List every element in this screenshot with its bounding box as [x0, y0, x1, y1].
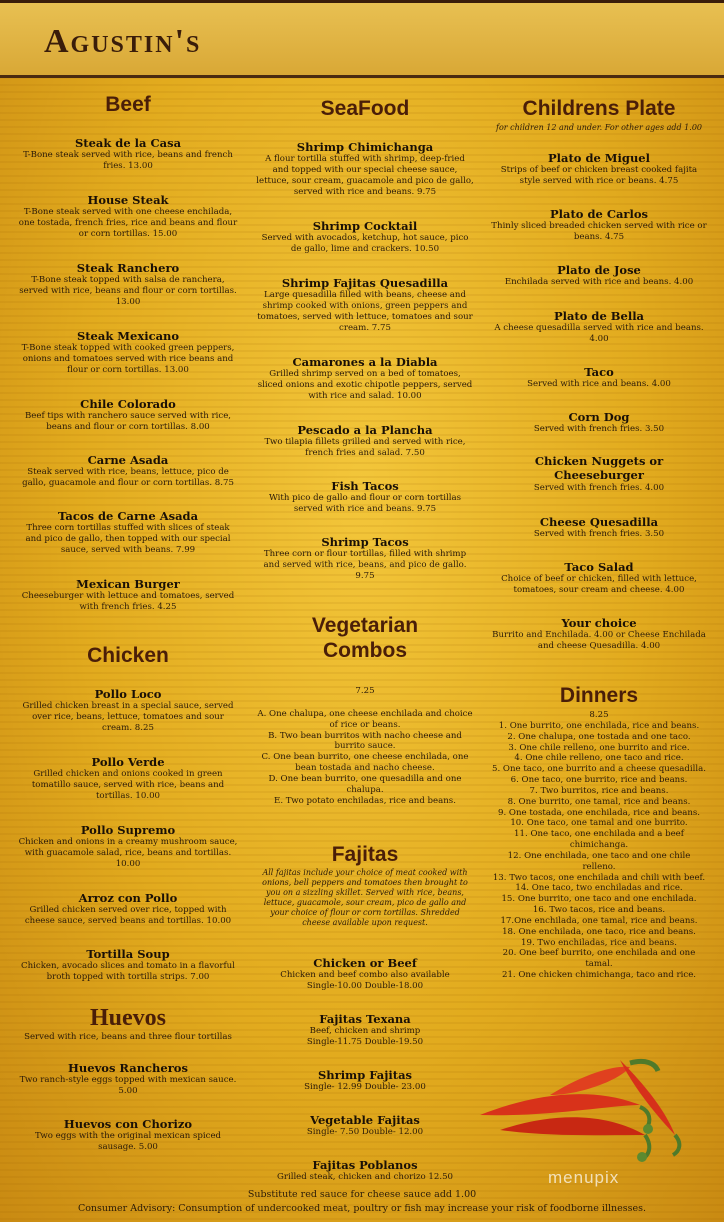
list-item: 16. Two tacos, rice and beans.	[532, 905, 666, 916]
item-name: Corn Dog	[568, 410, 630, 424]
list-item: 6. One taco, one burrito, rice and beans.	[510, 775, 688, 786]
item-name: Carne Asada	[87, 453, 169, 467]
item-name: Shrimp Tacos	[321, 535, 409, 549]
children-heading: Childrens Plate	[522, 97, 676, 120]
item-desc: Large quesadilla filled with beans, cheese and shrimp cooked with onions, green peppers and tomatoes, served with lettuce, tomatoes and sour cream. 7.75	[257, 290, 473, 334]
item-name: Shrimp Fajitas	[317, 1068, 413, 1082]
item-name: Taco Salad	[564, 560, 634, 574]
item-name: Steak de la Casa	[74, 136, 182, 150]
list-item: C. One bean burrito, one cheese enchilada, one bean tostada and nacho cheese.	[261, 752, 469, 774]
menu-item	[256, 355, 474, 402]
item-name: Chile Colorado	[80, 397, 176, 411]
item-name: Shrimp Fajitas Quesadilla	[281, 276, 449, 290]
item-desc: Served with rice and beans. 4.00	[527, 379, 671, 390]
chicken-heading: Chicken	[87, 644, 169, 667]
list-item: 20. One beef burrito, one enchilada and one tamal.	[502, 948, 696, 970]
huevos-heading: Huevos	[89, 1005, 166, 1031]
list-item: A. One chalupa, one cheese enchilada and choice of rice or beans.	[257, 709, 473, 730]
fajitas-heading: Fajitas	[331, 843, 399, 866]
list-item: 3. One chile relleno, one burrito and rice.	[508, 742, 690, 753]
item-desc: Two tilapia fillets grilled and served with rice, french fries and salad. 7.50	[264, 437, 466, 459]
list-item: 15. One burrito, one taco and one enchilada.	[501, 894, 697, 905]
item-desc: Thinly sliced breaded chicken served with rice or beans. 4.75	[491, 221, 707, 243]
menu-item	[256, 1012, 474, 1048]
menu-item	[18, 193, 238, 240]
menupix-watermark: menupix	[548, 1168, 620, 1187]
item-desc: Chicken, avocado slices and tomato in a flavorful broth topped with tortilla strips. 7.00	[21, 961, 235, 983]
item-name: Arroz con Pollo	[78, 891, 178, 905]
menu-item	[490, 207, 708, 243]
item-desc: Choice of beef or chicken, filled with lettuce, tomatoes, sour cream and cheese. 4.00	[501, 574, 697, 596]
item-name: Tortilla Soup	[86, 947, 170, 961]
huevos-intro: Served with rice, beans and three flour tortillas	[24, 1032, 232, 1042]
menu-item	[18, 397, 238, 433]
list-item: 2. One chalupa, one tostada and one taco.	[507, 731, 691, 742]
list-item: 1. One burrito, one enchilada, rice and beans.	[498, 721, 700, 731]
item-desc: Grilled steak, chicken and chorizo 12.50	[276, 1172, 454, 1183]
item-name: Steak Mexicano	[76, 329, 180, 343]
menu-item	[18, 453, 238, 489]
item-desc: T-Bone steak served with one cheese enchilada, one tostada, french fries, rice and beans and flour or corn tortillas. 15.00	[18, 207, 238, 240]
item-name: Fajitas Poblanos	[312, 1158, 418, 1172]
list-item: 19. Two enchiladas, rice and beans.	[521, 937, 677, 948]
chili-pepper-icon	[470, 1055, 710, 1165]
menu-item	[256, 423, 474, 459]
item-desc: Grilled shrimp served on a bed of tomatoes, sliced onions and exotic chipotle peppers, served with rice and salad. 10.00	[257, 369, 473, 402]
list-item: 10. One taco, one tamal and one burrito.	[510, 818, 688, 829]
item-desc: Served with avocados, ketchup, hot sauce, pico de gallo, lime and crackers. 10.50	[261, 233, 469, 255]
menu-item	[18, 329, 238, 376]
item-desc: Two ranch-style eggs topped with mexican sauce. 5.00	[19, 1075, 237, 1097]
item-desc: T-Bone steak served with rice, beans and french fries. 13.00	[23, 150, 233, 172]
item-desc: Three corn or flour tortillas, filled with shrimp and served with rice, beans, and pico de gallo. 9.75	[263, 549, 467, 582]
children-note: for children 12 and under. For other ages add 1.00	[496, 123, 702, 132]
item-price: Single-10.00 Double-18.00	[306, 981, 424, 992]
list-item: 5. One taco, one burrito and a cheese quesadilla.	[492, 764, 706, 775]
menu-item	[256, 479, 474, 515]
menu-item	[18, 823, 238, 870]
menu-item	[490, 410, 708, 435]
item-name: Plato de Miguel	[547, 151, 650, 165]
item-desc: Chicken and beef combo also available	[280, 970, 450, 981]
menu-item	[490, 309, 708, 345]
menu-item	[490, 616, 708, 652]
vegetarian-heading-line1: Vegetarian	[311, 614, 419, 637]
list-item: 18. One enchilada, one taco, rice and beans.	[502, 926, 696, 937]
item-desc: Beef, chicken and shrimp	[309, 1026, 421, 1037]
vegetarian-heading	[256, 613, 474, 663]
item-name: Tacos de Carne Asada	[57, 509, 199, 523]
item-name: Taco	[584, 365, 614, 379]
dinners-list	[490, 721, 708, 981]
item-name: House Steak	[87, 193, 169, 207]
item-name: Chicken or Beef	[313, 956, 417, 970]
item-desc: Three corn tortillas stuffed with slices of steak and pico de gallo, then topped with our special sauce, served with beans. 7.99	[25, 523, 231, 556]
menu-item	[18, 687, 238, 734]
item-desc: Grilled chicken breast in a special sauce, served over rice, beans, lettuce, tomatoes and sour cream. 8.25	[22, 701, 234, 734]
item-name: Huevos Rancheros	[68, 1061, 188, 1075]
item-name: Plato de Bella	[553, 309, 645, 323]
item-name: Camarones a la Diabla	[292, 355, 438, 369]
menu-item	[18, 1117, 238, 1153]
menu-item	[18, 577, 238, 613]
item-name: Chicken Nuggets or Cheeseburger	[534, 454, 664, 483]
fajitas-note: All fajitas include your choice of meat cooked with onions, bell peppers and tomatoes then brought to you on a sizzling skillet. Served with rice, beans, lettuce, guacamole, sour cream, pico de gallo and your choice of flour or corn tortillas. Shredded cheese available upon request.	[262, 868, 468, 927]
item-desc: Chicken and onions in a creamy mushroom sauce, with guacamole salad, rice, beans and tortillas. 10.00	[18, 837, 238, 870]
item-desc: Burrito and Enchilada. 4.00 or Cheese Enchilada and cheese Quesadilla. 4.00	[492, 630, 706, 652]
item-name: Pollo Supremo	[80, 823, 176, 837]
menu-item	[490, 515, 708, 540]
menu-item	[256, 219, 474, 255]
list-item: 4. One chile relleno, one taco and rice.	[514, 753, 684, 764]
beef-heading: Beef	[105, 93, 151, 116]
item-name: Plato de Carlos	[550, 207, 648, 221]
item-desc: Steak served with rice, beans, lettuce, pico de gallo, guacamole and flour or corn tortillas. 8.75	[22, 467, 234, 489]
menu-item	[256, 535, 474, 582]
item-desc: A cheese quesadilla served with rice and beans. 4.00	[494, 323, 704, 345]
item-name: Pollo Verde	[91, 755, 165, 769]
vegetarian-list	[256, 709, 474, 806]
item-price: Single- 7.50 Double- 12.00	[306, 1127, 424, 1138]
item-desc: Cheeseburger with lettuce and tomatoes, served with french fries. 4.25	[21, 591, 235, 613]
list-item: D. One bean burrito, one quesadilla and one chalupa.	[268, 773, 462, 795]
chili-peppers-image	[470, 1055, 710, 1165]
item-price: Single-11.75 Double-19.50	[306, 1037, 424, 1048]
list-item: 7. Two burritos, rice and beans.	[529, 785, 669, 796]
menu-item	[18, 755, 238, 802]
list-item: 11. One taco, one enchilada and a beef chimichanga.	[514, 829, 684, 851]
item-desc: Served with french fries. 3.50	[533, 529, 665, 540]
item-desc: Strips of beef or chicken breast cooked fajita style served with rice or beans. 4.75	[500, 165, 698, 187]
list-item: 17.One enchilada, one tamal, rice and beans.	[500, 915, 698, 926]
item-name: Mexican Burger	[76, 577, 180, 591]
item-desc: Grilled chicken and onions cooked in green tomatillo sauce, served with rice, beans and tortillas. 10.00	[31, 769, 225, 802]
list-item: E. Two potato enchiladas, rice and beans.	[274, 795, 456, 806]
menu-item	[256, 1068, 474, 1093]
menu-item	[490, 151, 708, 187]
menu-item	[256, 140, 474, 198]
item-desc: With pico de gallo and flour or corn tortillas served with rice and beans. 9.75	[269, 493, 461, 515]
menu-item	[256, 956, 474, 992]
item-desc: Grilled chicken served over rice, topped with cheese sauce, served beans and tortillas. 10.00	[24, 905, 232, 927]
menu-header	[0, 0, 724, 78]
list-item: B. Two bean burritos with nacho cheese and burrito sauce.	[268, 730, 462, 752]
menu-item	[256, 1113, 474, 1138]
list-item: 8. One burrito, one tamal, rice and beans.	[507, 796, 691, 807]
item-name: Cheese Quesadilla	[539, 515, 659, 529]
menu-item	[18, 509, 238, 556]
substitute-note: Substitute red sauce for cheese sauce add 1.00	[247, 1189, 477, 1200]
vegetarian-heading-line2: Combos	[323, 639, 407, 663]
item-name: Steak Ranchero	[76, 261, 180, 275]
item-desc: Enchilada served with rice and beans. 4.00	[504, 277, 694, 288]
item-desc: A flour tortilla stuffed with shrimp, deep-fried and topped with our special cheese sauce, lettuce, sour cream, guacamole and pico de gallo, served with rice and beans. 9.75	[256, 154, 474, 198]
item-desc: T-Bone steak topped with cooked green peppers, onions and tomatoes served with rice beans and flour or corn tortillas. 13.00	[21, 343, 235, 376]
item-name: Pescado a la Plancha	[297, 423, 433, 437]
menu-item	[256, 1158, 474, 1183]
menu-item	[18, 136, 238, 172]
item-name: Huevos con Chorizo	[63, 1117, 193, 1131]
item-price: Single- 12.99 Double- 23.00	[304, 1082, 426, 1093]
item-desc: Served with french fries. 3.50	[533, 424, 665, 435]
dinners-price: 8.25	[589, 710, 609, 720]
item-desc: Beef tips with ranchero sauce served with rice, beans and flour or corn tortillas. 8.00	[24, 411, 232, 433]
restaurant-title: Agustin's	[44, 23, 202, 60]
seafood-heading: SeaFood	[320, 97, 410, 120]
menu-item	[490, 560, 708, 596]
menu-item	[490, 365, 708, 390]
item-name: Your choice	[561, 616, 637, 630]
item-name: Pollo Loco	[94, 687, 162, 701]
menu-item	[490, 263, 708, 288]
menu-item	[256, 276, 474, 334]
list-item: 21. One chicken chimichanga, taco and rice.	[501, 970, 697, 981]
list-item: 9. One tostada, one enchilada, rice and beans.	[498, 807, 700, 818]
consumer-advisory: Consumer Advisory: Consumption of undercooked meat, poultry or fish may increase your risk of foodborne illnesses.	[77, 1203, 647, 1214]
item-name: Fish Tacos	[331, 479, 399, 493]
menu-item	[490, 454, 708, 494]
item-name: Fajitas Texana	[319, 1012, 411, 1026]
menu-item	[18, 891, 238, 927]
item-name: Shrimp Chimichanga	[296, 140, 434, 154]
menu-item	[18, 1061, 238, 1097]
item-desc: T-Bone steak topped with salsa de ranchera, served with rice, beans and flour or corn tortillas. 13.00	[19, 275, 237, 308]
list-item: 14. One taco, two enchiladas and rice.	[515, 883, 683, 894]
list-item: 13. Two tacos, one enchilada and chili with beef.	[492, 872, 706, 883]
menu-item	[18, 261, 238, 308]
list-item: 12. One enchilada, one taco and one chile relleno.	[507, 850, 691, 872]
vegetarian-price: 7.25	[355, 686, 375, 696]
menu-item	[18, 947, 238, 983]
item-desc: Two eggs with the original mexican spiced sausage. 5.00	[34, 1131, 222, 1153]
dinners-heading: Dinners	[559, 684, 639, 707]
item-name: Vegetable Fajitas	[310, 1113, 420, 1127]
item-name: Plato de Jose	[557, 263, 641, 277]
item-desc: Served with french fries. 4.00	[533, 482, 665, 493]
item-name: Shrimp Cocktail	[312, 219, 418, 233]
